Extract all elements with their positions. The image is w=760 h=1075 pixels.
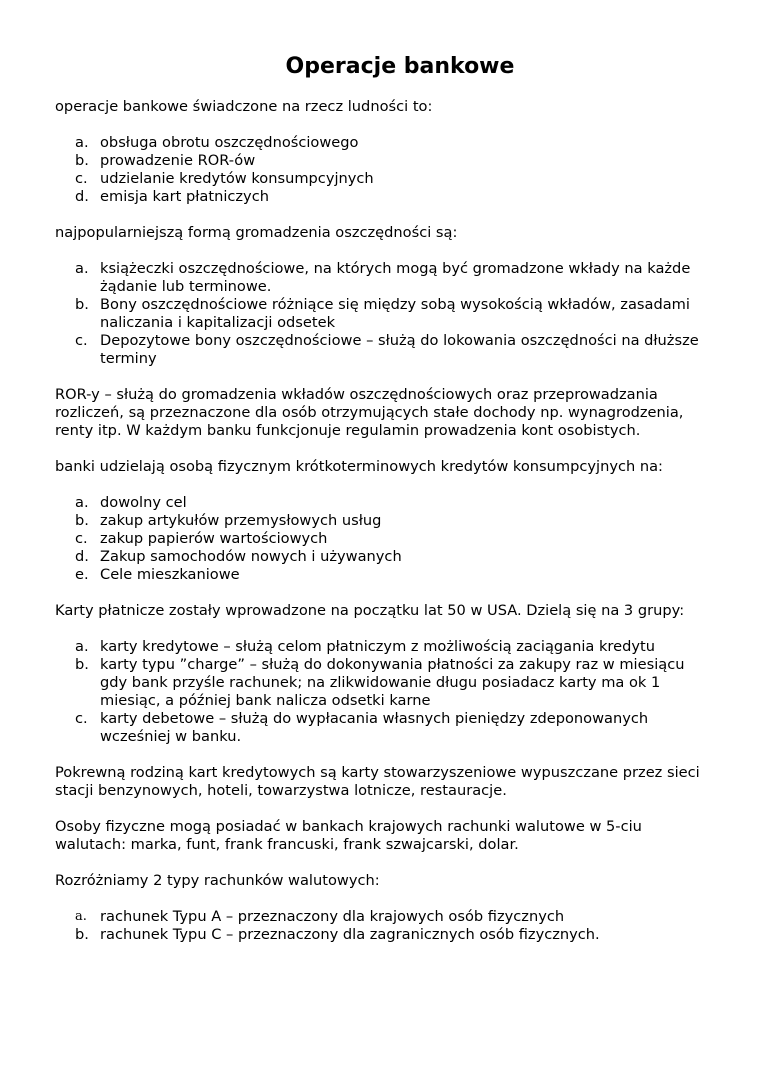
list-item	[55, 188, 715, 206]
paragraph: Pokrewną rodziną kart kredytowych są karty stowarzyszeniowe wypuszczane przez sieci stacji benzynowych, hoteli, towarzystwa lotnicze, restauracje.	[55, 764, 700, 799]
list-item-marker: b.	[75, 296, 89, 313]
list-item-marker: b.	[75, 152, 89, 169]
section-intro: najpopularniejszą formą gromadzenia oszczędności są:	[55, 224, 458, 241]
list-item-text: Depozytowe bony oszczędnościowe – służą do lokowania oszczędności na dłuższe terminy	[100, 332, 699, 367]
list-item-text: Zakup samochodów nowych i używanych	[100, 548, 402, 565]
list-item-marker: a.	[75, 494, 89, 511]
document-body	[55, 98, 715, 944]
paragraph: Osoby fizyczne mogą posiadać w bankach krajowych rachunki walutowe w 5-ciu walutach: marka, funt, frank francuski, frank szwajcarski, dolar.	[55, 818, 642, 853]
list	[55, 494, 715, 584]
list-item-text: rachunek Typu C – przeznaczony dla zagranicznych osób fizycznych.	[100, 926, 600, 943]
list-item	[55, 152, 715, 170]
list-item-text: Bony oszczędnościowe różniące się między sobą wysokością wkładów, zasadami naliczania i kapitalizacji odsetek	[100, 296, 690, 331]
list-item	[55, 494, 715, 512]
list	[55, 260, 715, 368]
list-item-text: obsługa obrotu oszczędnościowego	[100, 134, 359, 151]
page-title: Operacje bankowe	[285, 54, 515, 79]
list-item-marker: e.	[75, 566, 89, 583]
list	[55, 134, 715, 206]
section-intro: banki udzielają osobą fizycznym krótkoterminowych kredytów konsumpcyjnych na:	[55, 458, 663, 475]
list-item	[55, 260, 715, 296]
list-item-text: książeczki oszczędnościowe, na których mogą być gromadzone wkłady na każde żądanie lub terminowe.	[100, 260, 691, 295]
list-item	[55, 512, 715, 530]
list-item	[55, 332, 715, 368]
list-item	[55, 548, 715, 566]
list-item-marker: a.	[75, 638, 89, 655]
paragraph: ROR-y – służą do gromadzenia wkładów oszczędnościowych oraz przeprowadzania rozliczeń, są przeznaczone dla osób otrzymujących stałe dochody np. wynagrodzenia, renty itp. W każdym banku funkcjonuje regulamin prowadzenia kont osobistych.	[55, 386, 684, 439]
list-item	[55, 710, 715, 746]
list-item	[55, 296, 715, 332]
list	[55, 638, 715, 746]
list-item	[55, 530, 715, 548]
list-item-marker: c.	[75, 332, 88, 349]
list-item-text: zakup papierów wartościowych	[100, 530, 328, 547]
list-item-text: Cele mieszkaniowe	[100, 566, 240, 583]
list-item	[55, 566, 715, 584]
list-item	[55, 656, 715, 710]
list-item-marker: a.	[75, 260, 89, 277]
list-item-text: karty kredytowe – służą celom płatniczym z możliwością zaciągania kredytu	[100, 638, 655, 655]
list-item	[55, 170, 715, 188]
list-item-text: karty debetowe – służą do wypłacania własnych pieniędzy zdeponowanych wcześniej w banku.	[100, 710, 649, 745]
list-item-marker: c.	[75, 530, 88, 547]
section-intro: Rozróżniamy 2 typy rachunków walutowych:	[55, 872, 380, 889]
list-item-marker: c.	[75, 710, 88, 727]
list-item-text: karty typu ”charge” – służą do dokonywania płatności za zakupy raz w miesiącu gdy bank przyśle rachunek; na zlikwidowanie długu posiadacz karty ma ok 1 miesiąc, a później bank nalicza odsetki karne	[100, 656, 685, 709]
list-item-marker: a.	[75, 134, 89, 151]
list-item	[55, 638, 715, 656]
list-item-text: dowolny cel	[100, 494, 187, 511]
list-item-marker: b.	[75, 656, 89, 673]
list-item-marker: c.	[75, 170, 88, 187]
list-item-marker: d.	[75, 188, 89, 205]
list-item-marker: a.	[75, 909, 87, 924]
list-item-text: rachunek Typu A – przeznaczony dla krajowych osób fizycznych	[100, 908, 565, 925]
list-item-marker: b.	[75, 926, 89, 943]
section-intro: operacje bankowe świadczone na rzecz ludności to:	[55, 98, 433, 115]
list-item-text: emisja kart płatniczych	[100, 188, 269, 205]
list-item-text: udzielanie kredytów konsumpcyjnych	[100, 170, 374, 187]
list-item	[55, 908, 715, 926]
list-item	[55, 926, 715, 944]
list	[55, 908, 715, 944]
list-item-marker: d.	[75, 548, 89, 565]
list-item	[55, 134, 715, 152]
document-page	[55, 52, 715, 962]
list-item-marker: b.	[75, 512, 89, 529]
list-item-text: prowadzenie ROR-ów	[100, 152, 256, 169]
list-item-text: zakup artykułów przemysłowych usług	[100, 512, 382, 529]
section-intro: Karty płatnicze zostały wprowadzone na początku lat 50 w USA. Dzielą się na 3 grupy:	[55, 602, 685, 619]
